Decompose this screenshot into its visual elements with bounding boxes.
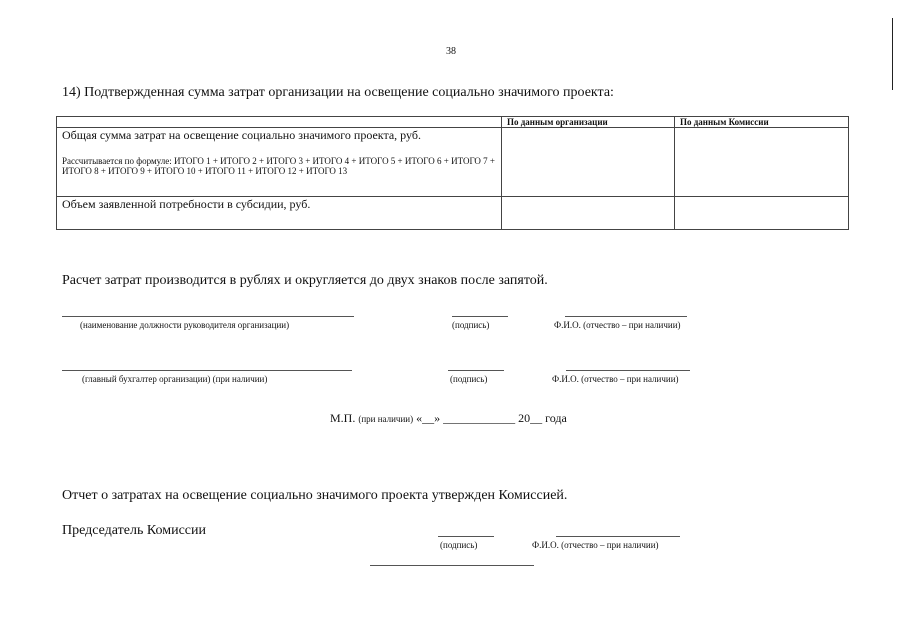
position-line [62,316,354,317]
signature-line [452,316,508,317]
table-header-row [57,117,849,128]
position-line [62,370,352,371]
position-caption: (наименование должности руководителя организации) [80,320,290,330]
rounding-note: Расчет затрат производится в рублях и округляется до двух знаков после запятой. [62,273,548,288]
table-header-commission: По данным Комиссии [675,117,849,128]
signature-line [448,370,504,371]
row-label-cell [57,197,502,230]
name-line [565,316,687,317]
org-value-cell [502,128,675,197]
row-label: Объем заявленной потребности в субсидии, руб. [62,197,311,211]
name-line [566,370,690,371]
chairman-signature-line [438,536,494,537]
page-number: 38 [446,46,456,57]
formula-note: Рассчитывается по формуле: ИТОГО 1 + ИТОГО 2 + ИТОГО 3 + ИТОГО 4 + ИТОГО 5 + ИТОГО 6 + ИТОГО 7 + ИТОГО 8 + ИТОГО 9 + ИТОГО 10 + ИТОГО 11 + ИТОГО 12 + ИТОГО 13 [62,156,496,176]
date-field: «__» ____________ 20__ года [416,411,567,425]
table-row [57,197,849,230]
org-value-cell [502,197,675,230]
row-label-cell [57,128,502,197]
commission-value-cell [675,197,849,230]
approval-text: Отчет о затратах на освещение социально значимого проекта утвержден Комиссией. [62,488,568,503]
mp-note: (при наличии) [358,414,414,424]
page-edge-line [892,18,893,90]
table-header-empty [57,117,502,128]
signature-caption: (подпись) [450,374,488,384]
costs-table [56,116,849,230]
bottom-line [370,565,534,566]
commission-value-cell [675,128,849,197]
table-row [57,128,849,197]
table-header-organization: По данным организации [502,117,675,128]
chairman-name-caption: Ф.И.О. (отчество – при наличии) [532,540,659,550]
signature-caption: (подпись) [452,320,490,330]
name-caption: Ф.И.О. (отчество – при наличии) [552,374,679,384]
chairman-label: Председатель Комиссии [62,523,206,538]
name-caption: Ф.И.О. (отчество – при наличии) [554,320,681,330]
chairman-name-line [556,536,680,537]
position-caption: (главный бухгалтер организации) (при наличии) [82,374,268,384]
row-label: Общая сумма затрат на освещение социально значимого проекта, руб. [62,128,421,142]
section-title: 14) Подтвержденная сумма затрат организации на освещение социально значимого проекта: [62,85,614,100]
stamp-date-line [330,411,567,426]
mp-label: М.П. [330,411,356,425]
chairman-signature-caption: (подпись) [440,540,478,550]
